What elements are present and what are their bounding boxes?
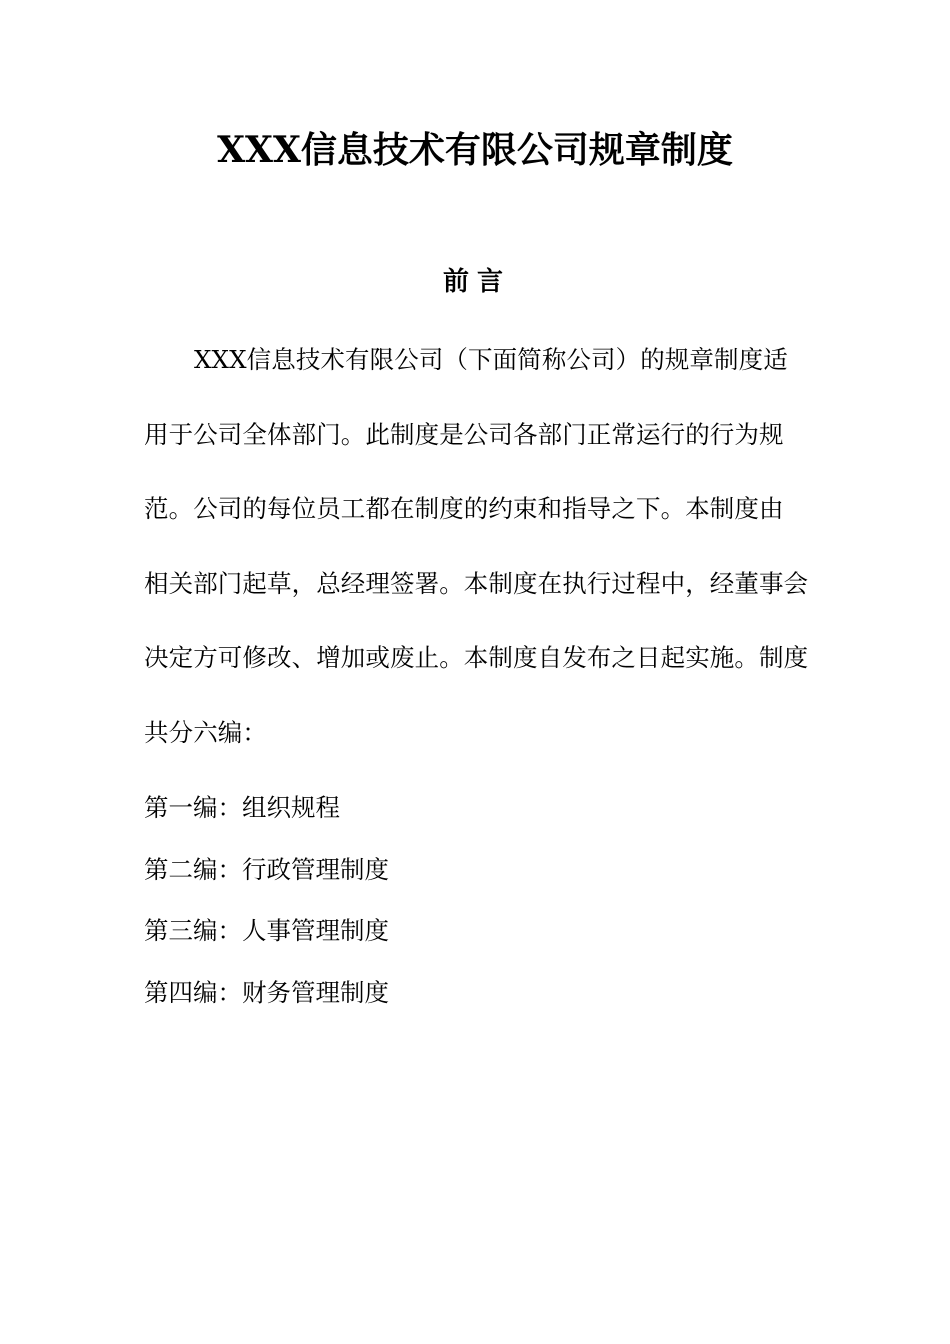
volume-list <box>144 788 824 1034</box>
document-title: XXX信息技术有限公司规章制度 <box>217 129 733 171</box>
preface-line: XXX信息技术有限公司（下面简称公司）的规章制度适 <box>194 345 788 374</box>
preface-line: 范。公司的每位员工都在制度的约束和指导之下。本制度由 <box>144 494 784 524</box>
preface-line: 用于公司全体部门。此制度是公司各部门正常运行的行为规 <box>144 419 784 449</box>
preface-line: 决定方可修改、增加或废止。本制度自发布之日起实施。制度 <box>144 643 809 673</box>
volume-item-3: 第三编：人事管理制度 <box>144 916 389 945</box>
preface-line: 相关部门起草，总经理签署。本制度在执行过程中，经董事会 <box>144 568 809 598</box>
preface-line: 共分六编： <box>144 717 267 747</box>
volume-item-2: 第二编：行政管理制度 <box>144 854 389 884</box>
volume-item-4: 第四编：财务管理制度 <box>144 977 389 1007</box>
section-heading-preface: 前言 <box>442 267 511 297</box>
preface-paragraph <box>144 340 824 788</box>
volume-item-1: 第一编：组织规程 <box>144 793 340 822</box>
